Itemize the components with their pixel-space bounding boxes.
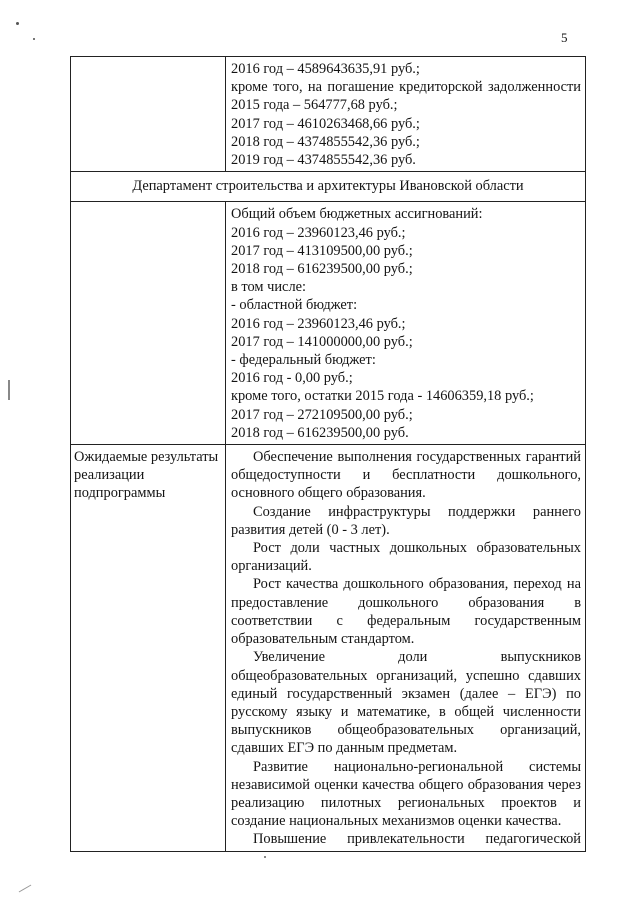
budget-line: в том числе: — [231, 279, 307, 296]
result-paragraph — [231, 575, 581, 648]
department-heading: Департамент строительства и архитектуры Ивановской области — [71, 172, 586, 202]
results-cell — [226, 445, 586, 851]
empty-label-cell — [71, 202, 226, 445]
table-row-funding-continuation — [71, 57, 586, 172]
result-paragraph — [231, 648, 581, 757]
result-paragraph — [231, 503, 581, 539]
scan-line-mark — [19, 885, 32, 893]
funding-line-2017: 2017 год – 4610263468,66 руб.; — [231, 115, 420, 132]
funding-line-debt — [231, 78, 581, 114]
results-label: Ожидаемые результаты реализации подпрограммы — [71, 445, 226, 851]
result-paragraph — [231, 539, 581, 575]
result-paragraph — [231, 758, 581, 831]
funding-amounts-cell — [226, 57, 586, 172]
budget-line: 2017 год – 141000000,00 руб.; — [231, 333, 413, 350]
budget-line: Общий объем бюджетных ассигнований: — [231, 206, 483, 223]
result-paragraph — [231, 448, 581, 503]
result-text: Обеспечение выполнения государственных гарантий общедоступности и бесплатности дошкольного, основного общего образования. — [231, 449, 581, 502]
table-row-budget — [71, 202, 586, 445]
budget-line: 2018 год – 616239500,00 руб. — [231, 424, 409, 441]
result-text: Увеличение доли выпускников общеобразовательных организаций, успешно сдавших единый государственный экзамен (далее – ЕГЭ) по русскому языку и математике, в общей численности выпускников общеобразовательных организаций, сдавших ЕГЭ по данным предметам. — [231, 649, 581, 757]
result-text: Создание инфраструктуры поддержки раннего развития детей (0 - 3 лет). — [231, 503, 581, 538]
budget-line: 2016 год – 23960123,46 руб.; — [231, 315, 406, 332]
scan-speck — [16, 22, 19, 25]
scan-speck — [264, 856, 266, 858]
result-text: Рост качества дошкольного образования, переход на предоставление дошкольного образования в соответствии с федеральным государственным образовательным стандартом. — [231, 576, 581, 648]
funding-line-2018: 2018 год – 4374855542,36 руб.; — [231, 133, 420, 150]
funding-line-2016: 2016 год – 4589643635,91 руб.; — [231, 61, 420, 77]
result-text: Рост доли частных дошкольных образовательных организаций. — [231, 540, 581, 575]
empty-label-cell — [71, 57, 226, 172]
result-text: Развитие национально-региональной системы независимой оценки качества общего образования через реализацию пилотных региональных проектов и создание национальных механизмов оценки качества. — [231, 758, 581, 830]
result-paragraph — [231, 830, 581, 848]
budget-line: кроме того, остатки 2015 года - 14606359,18 руб.; — [231, 388, 534, 405]
scan-line-mark — [8, 380, 10, 400]
budget-line: 2016 год - 0,00 руб.; — [231, 370, 353, 387]
table-row-department — [71, 172, 586, 202]
table-row-results — [71, 445, 586, 851]
budget-line: - областной бюджет: — [231, 297, 358, 314]
funding-line-2019: 2019 год – 4374855542,36 руб. — [231, 152, 416, 169]
budget-line: 2017 год – 413109500,00 руб.; — [231, 242, 413, 259]
result-text: Повышение привлекательности педагогической — [253, 831, 581, 848]
budget-amounts-cell — [226, 202, 586, 445]
budget-line: 2016 год – 23960123,46 руб.; — [231, 224, 406, 241]
document-table — [70, 56, 586, 852]
budget-line: 2018 год – 616239500,00 руб.; — [231, 261, 413, 278]
funding-line-debt-text: кроме того, на погашение кредиторской задолженности 2015 года – 564777,68 руб.; — [231, 79, 581, 114]
budget-line: - федеральный бюджет: — [231, 352, 376, 369]
scan-speck — [33, 38, 35, 40]
budget-line: 2017 год – 272109500,00 руб.; — [231, 406, 413, 423]
page-number: 5 — [561, 30, 568, 45]
